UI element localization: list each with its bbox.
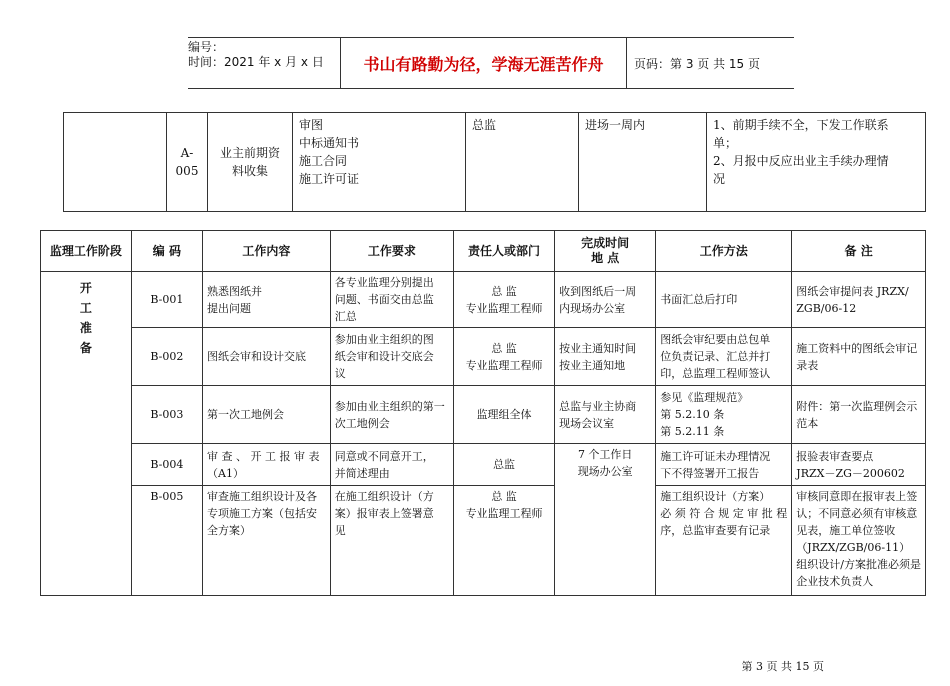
cell-line: 总 监 bbox=[491, 341, 517, 355]
table-header-row bbox=[41, 231, 926, 272]
cell-line: 施工资料中的图纸会审记 bbox=[796, 341, 918, 355]
cell-line: 见 bbox=[334, 524, 346, 537]
code-cell: B-003 bbox=[131, 386, 202, 444]
cell-line: （A1） bbox=[207, 466, 244, 480]
cell-line: 书面汇总后打印 bbox=[660, 293, 738, 306]
cell-line: 审核同意即在报审表上签 bbox=[796, 490, 918, 503]
cell-line: 第 5.2.11 条 bbox=[660, 425, 725, 438]
cell-line: 纸会审和设计交底会 bbox=[334, 350, 434, 363]
content-cell bbox=[203, 272, 331, 328]
cell-line: 参见《监理规范》 bbox=[660, 391, 749, 404]
cell-line: 并简述理由 bbox=[334, 466, 390, 480]
cell-line: 7 个工作日 bbox=[577, 448, 633, 461]
cell-line: 专业监理工程师 bbox=[465, 507, 543, 520]
cell-line: 见表，施工单位签收 bbox=[796, 524, 896, 537]
content-cell bbox=[203, 444, 331, 486]
cell-line: 总监与业主协商 bbox=[559, 399, 637, 413]
page-header bbox=[188, 37, 794, 89]
cell-line: 印，总监理工程师签认 bbox=[660, 367, 771, 380]
cell-line: 议 bbox=[334, 367, 346, 380]
cell-line: 录表 bbox=[796, 358, 819, 372]
stage-line: 业主前期资 bbox=[219, 146, 280, 160]
cell-line: 位负责记录、汇总并打 bbox=[660, 350, 771, 363]
cell-line: 在施工组织设计（方 bbox=[334, 490, 434, 503]
responsible-cell: 总监 bbox=[466, 113, 579, 212]
cell-line: （JRZX/ZGB/06-11） bbox=[796, 541, 911, 554]
cell-line: 全方案） bbox=[207, 524, 251, 537]
cell-line: 下不得签署开工报告 bbox=[660, 466, 760, 480]
stage-char: 准 bbox=[79, 321, 92, 335]
cell-line: 附件：第一次监理例会示 bbox=[796, 399, 918, 413]
notes-cell bbox=[707, 113, 926, 212]
responsible-cell bbox=[454, 272, 555, 328]
cell-line: 总监 bbox=[493, 458, 516, 471]
cell-line: 提出问题 bbox=[207, 301, 251, 315]
cell-line: 第 5.2.10 条 bbox=[660, 408, 725, 421]
table-row bbox=[41, 444, 926, 486]
method-cell bbox=[656, 386, 792, 444]
responsible-cell bbox=[454, 386, 555, 444]
header-page-info: 页码：第 3 页 共 15 页 bbox=[634, 56, 760, 71]
notes-line: 单； bbox=[713, 136, 738, 150]
cell-line: 熟悉图纸并 bbox=[207, 284, 262, 298]
time-cell: 进场一周内 bbox=[579, 113, 707, 212]
code-cell: B-004 bbox=[131, 444, 202, 486]
notes-cell bbox=[792, 328, 926, 386]
cell-line: JRZX－ZG－200602 bbox=[796, 466, 905, 480]
cell-line: 图纸会审提问表 JRZX/ bbox=[796, 284, 909, 298]
content-line: 中标通知书 bbox=[299, 136, 360, 150]
cell-line: ZGB/06-12 bbox=[796, 301, 857, 315]
cell-line: 总 监 bbox=[491, 284, 517, 298]
notes-line: 1、前期手续不全，下发工作联系 bbox=[713, 118, 889, 132]
cell-line: 案）报审表上签署意 bbox=[334, 507, 434, 520]
notes-cell bbox=[792, 272, 926, 328]
cell-line: 收到图纸后一周 bbox=[559, 284, 637, 298]
cell-line: 参加由业主组织的第一 bbox=[334, 399, 445, 413]
content-cell bbox=[203, 386, 331, 444]
requirement-cell bbox=[330, 486, 453, 596]
page-footer bbox=[0, 658, 950, 674]
requirement-cell bbox=[330, 272, 453, 328]
cell-line: 参加由业主组织的图 bbox=[334, 333, 434, 346]
blank-stage-cell bbox=[64, 113, 167, 212]
stage-label bbox=[45, 278, 127, 358]
header-responsible-label: 责任人或部门 bbox=[468, 243, 541, 258]
code-cell: A-005 bbox=[167, 113, 208, 212]
content-cell bbox=[293, 113, 466, 212]
content-cell bbox=[203, 486, 331, 596]
cell-line: 施工组织设计（方案） bbox=[660, 490, 771, 503]
cell-line: 组织设计/方案批准必须是 bbox=[796, 558, 921, 571]
cell-line: 专业监理工程师 bbox=[465, 301, 543, 315]
code-cell: B-002 bbox=[131, 328, 202, 386]
time-place-cell bbox=[555, 386, 656, 444]
header-responsible bbox=[454, 231, 555, 272]
stage-cell bbox=[41, 272, 132, 596]
header-meta bbox=[188, 38, 338, 90]
cell-line: 施工许可证未办理情况 bbox=[660, 449, 771, 463]
cell-line: 按业主通知地 bbox=[559, 358, 626, 372]
cell-line: 必 须 符 合 规 定 审 批 程 bbox=[660, 507, 788, 520]
table-row bbox=[64, 113, 926, 212]
content-line: 施工许可证 bbox=[299, 172, 360, 186]
time-place-cell bbox=[555, 444, 656, 596]
requirement-cell bbox=[330, 386, 453, 444]
supervision-work-table bbox=[40, 230, 926, 596]
footer-page-number: 第 3 页 共 15 页 bbox=[741, 660, 824, 673]
method-cell bbox=[656, 328, 792, 386]
header-requirement: 工作要求 bbox=[330, 231, 453, 272]
notes-cell bbox=[792, 386, 926, 444]
header-time-label: 完成时间 bbox=[581, 236, 630, 250]
stage-char: 备 bbox=[79, 341, 92, 355]
cell-line: 审查施工组织设计及各 bbox=[207, 490, 317, 503]
code-cell: B-001 bbox=[131, 272, 202, 328]
header-content: 工作内容 bbox=[203, 231, 331, 272]
cell-line: 总 监 bbox=[491, 490, 517, 503]
cell-line: 序，总监审查要有记录 bbox=[660, 524, 771, 537]
cell-line: 企业技术负责人 bbox=[796, 575, 874, 588]
header-stage: 监理工作阶段 bbox=[41, 231, 132, 272]
content-line: 审图 bbox=[299, 118, 324, 132]
notes-cell bbox=[792, 444, 926, 486]
notes-cell bbox=[792, 486, 926, 596]
header-place-label: 地 点 bbox=[591, 251, 620, 265]
cell-line: 现场办公室 bbox=[577, 465, 633, 478]
requirement-cell bbox=[330, 444, 453, 486]
cell-line: 专项施工方案（包括安 bbox=[207, 507, 317, 520]
cell-line: 现场会议室 bbox=[559, 416, 615, 430]
cell-line: 同意或不同意开工， bbox=[334, 449, 434, 463]
cell-line: 范本 bbox=[796, 416, 819, 430]
header-notes: 备 注 bbox=[792, 231, 926, 272]
cell-line: 内现场办公室 bbox=[559, 301, 626, 315]
cell-line: 专业监理工程师 bbox=[465, 358, 543, 372]
cell-line: 报验表审查要点 bbox=[796, 449, 874, 463]
notes-line: 2、月报中反应出业主手续办理情 bbox=[713, 154, 889, 168]
code-cell: B-005 bbox=[131, 486, 202, 596]
cell-line: 各专业监理分别提出 bbox=[334, 276, 434, 289]
cell-line: 监理组全体 bbox=[476, 408, 532, 421]
cell-line: 认；不同意必须有审核意 bbox=[796, 507, 918, 520]
table-row bbox=[41, 328, 926, 386]
document-time: 时间：2021 年 x 月 x 日 bbox=[188, 55, 324, 69]
cell-line: 第一次工地例会 bbox=[207, 408, 284, 421]
stage-char: 工 bbox=[79, 301, 92, 315]
header-time-place bbox=[555, 231, 656, 272]
cell-line: 按业主通知时间 bbox=[559, 341, 637, 355]
time-place-cell bbox=[555, 328, 656, 386]
table-row bbox=[41, 386, 926, 444]
notes-line: 况 bbox=[713, 172, 726, 186]
content-cell bbox=[203, 328, 331, 386]
method-cell bbox=[656, 444, 792, 486]
cell-line: 问题、书面交由总监 bbox=[334, 293, 434, 306]
requirement-cell bbox=[330, 328, 453, 386]
content-line: 施工合同 bbox=[299, 154, 348, 168]
cell-line: 图纸会审纪要由总包单 bbox=[660, 333, 771, 346]
cell-line: 汇总 bbox=[334, 310, 357, 323]
table-row bbox=[41, 486, 926, 596]
document-number-label: 编号： bbox=[188, 40, 225, 54]
time-place-cell bbox=[555, 272, 656, 328]
cell-line: 图纸会审和设计交底 bbox=[207, 350, 306, 363]
stage-line: 料收集 bbox=[231, 164, 268, 178]
stage-cell bbox=[208, 113, 293, 212]
stage-char: 开 bbox=[79, 281, 92, 295]
header-code: 编 码 bbox=[131, 231, 202, 272]
responsible-cell bbox=[454, 444, 555, 486]
cell-line: 次工地例会 bbox=[334, 416, 390, 430]
responsible-cell bbox=[454, 486, 555, 596]
method-cell bbox=[656, 486, 792, 596]
responsible-cell bbox=[454, 328, 555, 386]
header-motto: 书山有路勤为径，学海无涯苦作舟 bbox=[340, 38, 627, 88]
method-cell bbox=[656, 272, 792, 328]
header-method: 工作方法 bbox=[656, 231, 792, 272]
table-row bbox=[41, 272, 926, 328]
cell-line: 审 查 、 开 工 报 审 表 bbox=[207, 449, 320, 463]
preliminary-table bbox=[63, 112, 926, 212]
